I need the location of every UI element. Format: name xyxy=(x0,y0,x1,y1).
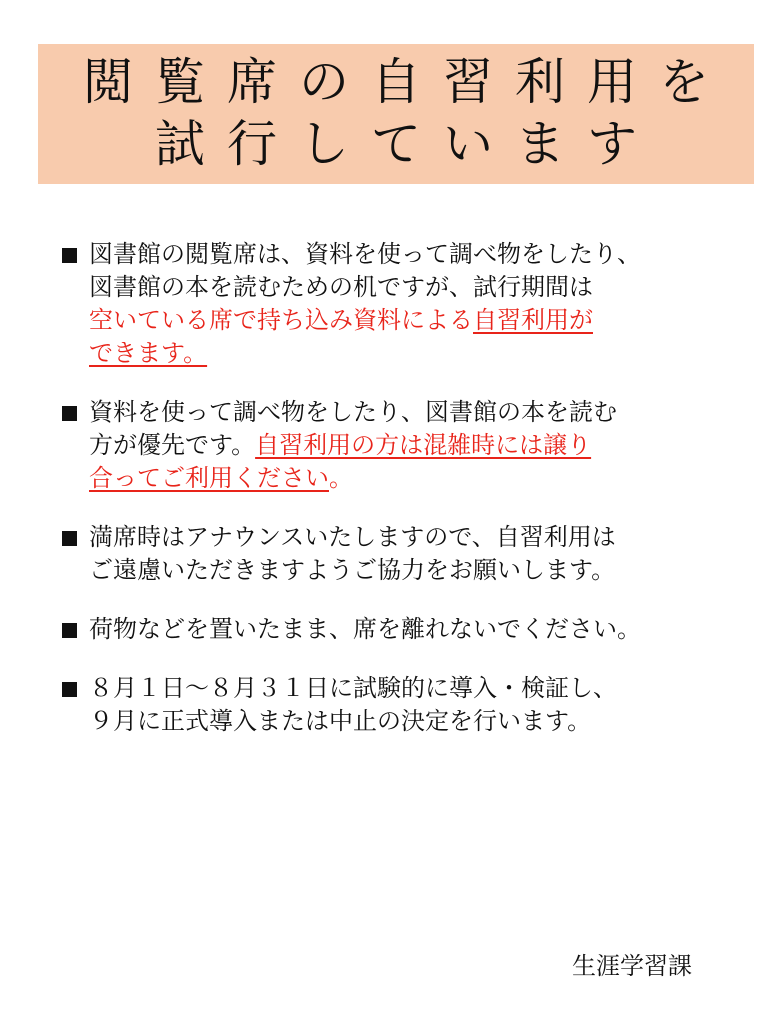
notice-item xyxy=(62,396,752,495)
square-bullet-icon xyxy=(62,531,77,546)
notice-text: ８月１日～８月３１日に試験的に導入・検証し、 xyxy=(89,674,617,702)
notice-line xyxy=(89,396,752,429)
notice-line xyxy=(89,304,752,337)
title-line-1: 閲覧席の自習利用を xyxy=(83,53,731,111)
notice-text: 方が優先です。 xyxy=(89,431,256,459)
notice-text: 満席時はアナウンスいたしますので、自習利用は xyxy=(89,523,616,551)
emphasis-text: 自習利用が xyxy=(473,306,593,334)
notice-line xyxy=(89,462,752,495)
notice-text: ご遠慮いただきますようご協力をお願いします。 xyxy=(89,556,616,584)
notice-text: 図書館の本を読むための机ですが、試行期間は xyxy=(89,273,593,301)
department-name: 生涯学習課 xyxy=(572,952,692,980)
notice-line xyxy=(89,613,752,646)
notice-line xyxy=(89,554,752,587)
notice-item xyxy=(62,521,752,587)
notice-item xyxy=(62,238,752,370)
notice-list xyxy=(62,238,752,764)
notice-line xyxy=(89,238,752,271)
square-bullet-icon xyxy=(62,406,77,421)
square-bullet-icon xyxy=(62,248,77,263)
emphasis-text: できます。 xyxy=(89,339,208,367)
title-banner xyxy=(38,44,754,184)
square-bullet-icon xyxy=(62,623,77,638)
square-bullet-icon xyxy=(62,682,77,697)
notice-line xyxy=(89,705,752,738)
notice-text: 荷物などを置いたまま、席を離れないでください。 xyxy=(89,615,641,643)
notice-line xyxy=(89,337,752,370)
notice-line xyxy=(89,429,752,462)
notice-text: ９月に正式導入または中止の決定を行います。 xyxy=(89,707,592,735)
title-line-2: 試行しています xyxy=(155,115,659,173)
notice-line xyxy=(89,672,752,705)
notice-line xyxy=(89,271,752,304)
emphasis-text: 自習利用の方は混雑時には譲り xyxy=(255,431,592,459)
notice-line xyxy=(89,521,752,554)
notice-item xyxy=(62,613,752,646)
emphasis-text: 空いている席で持ち込み資料による xyxy=(89,306,473,334)
emphasis-text: 。 xyxy=(329,464,353,492)
emphasis-text: 合ってご利用ください xyxy=(89,464,329,492)
notice-text: 図書館の閲覧席は、資料を使って調べ物をしたり、 xyxy=(89,240,641,268)
notice-item xyxy=(62,672,752,738)
notice-text: 資料を使って調べ物をしたり、図書館の本を読む xyxy=(89,398,617,426)
